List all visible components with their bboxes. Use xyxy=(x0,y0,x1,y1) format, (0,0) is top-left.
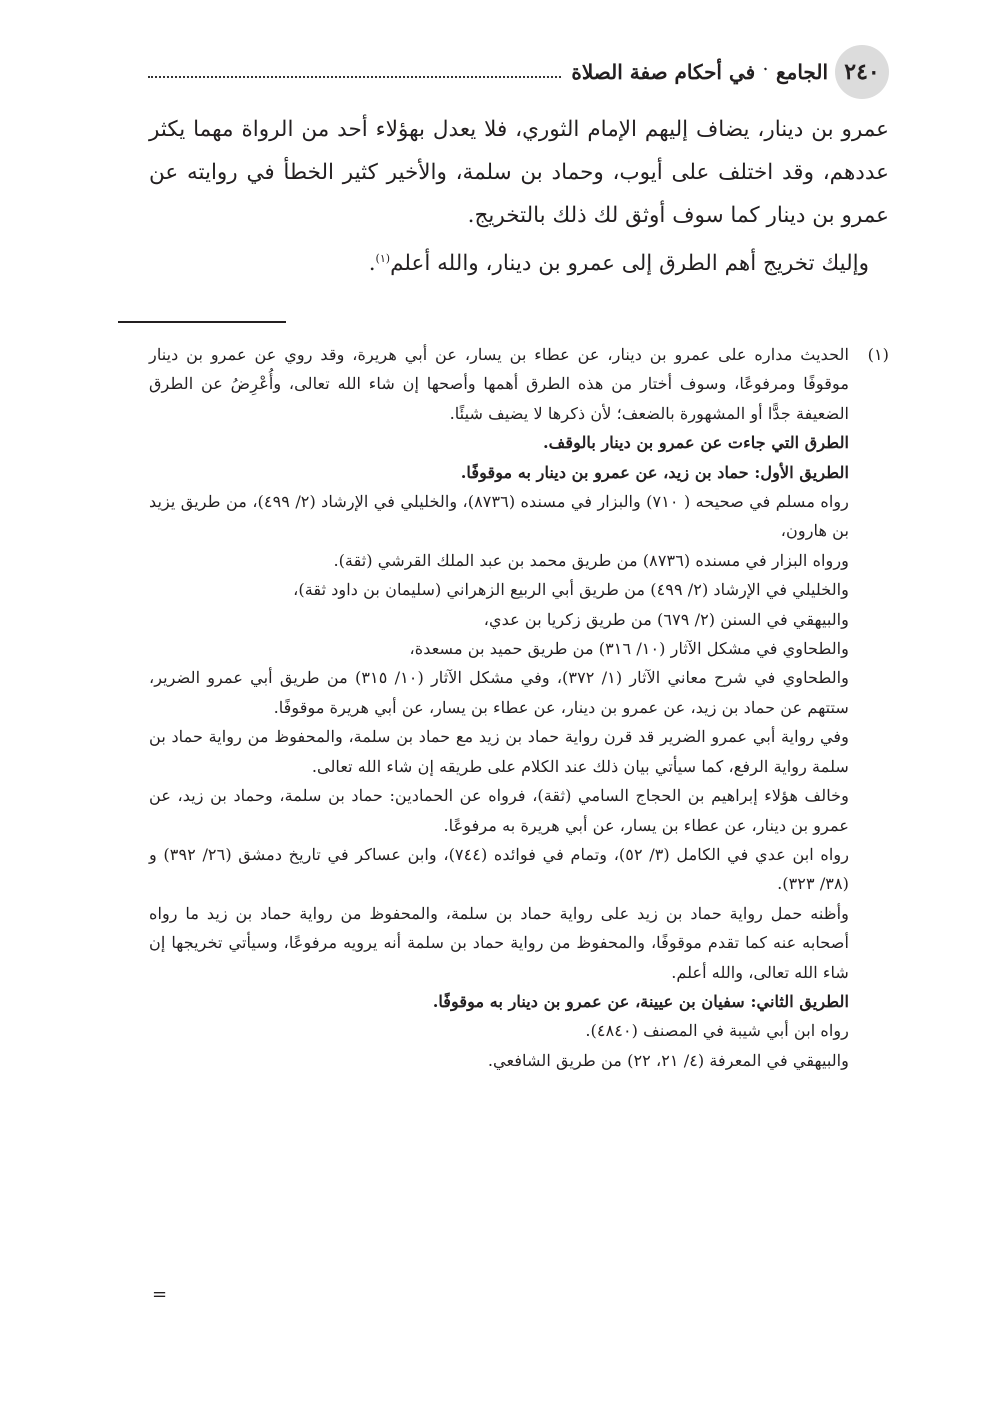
footnote-line: وخالف هؤلاء إبراهيم بن الحجاج السامي (ثقة)، فرواه عن الحمادين: حماد بن سلمة، وحماد بن زيد، عن عمرو بن دينار، عن عطاء بن يسار، عن أبي هريرة به مرفوعًا. xyxy=(149,786,849,835)
footnote-heading: الطرق التي جاءت عن عمرو بن دينار بالوقف. xyxy=(542,433,849,453)
main-text xyxy=(149,108,889,285)
footnote-line: والخليلي في الإرشاد (٢/ ٤٩٩) من طريق أبي الربيع الزهراني (سليمان بن داود ثقة)، xyxy=(293,580,849,600)
footnote-text: الحديث مداره على عمرو بن دينار، عن عطاء بن يسار، عن أبي هريرة، وقد روي عن عمرو بن دينار موقوفًا ومرفوعًا، وسوف أختار من هذه الطرق أهمها وأصحها إن شاء الله تعالى، وأُعْرِضُ عن الطرق الضعيفة جدًّا أو المشهورة بالضعف؛ لأن ذكرها لا يضيف شيئًا. xyxy=(149,345,849,423)
footnote-line xyxy=(149,340,889,428)
footnotes xyxy=(149,340,889,1075)
body-end: . xyxy=(368,251,376,277)
page-number: ٢٤٠ xyxy=(835,45,889,99)
footnote-heading: الطريق الثاني: سفيان بن عيينة، عن عمرو بن دينار به موقوفًا. xyxy=(432,991,849,1011)
continuation-mark: = xyxy=(152,1284,168,1305)
header-title: الجامع ﮲ في أحكام صفة الصلاة xyxy=(571,60,828,84)
footnote-line: وفي رواية أبي عمرو الضرير قد قرن رواية حماد بن زيد مع حماد بن سلمة، والمحفوظ من رواية حماد بن سلمة رواية الرفع، كما سيأتي بيان ذلك عند الكلام على طريقه إن شاء الله تعالى. xyxy=(149,727,849,776)
footnote-line: والطحاوي في شرح معاني الآثار (١/ ٣٧٢)، وفي مشكل الآثار (١٠/ ٣١٥) من طريق أبي عمرو الضرير، ستتهم عن حماد بن زيد، عن عمرو بن دينار، عن عطاء بن يسار، عن أبي هريرة موقوفًا. xyxy=(149,668,849,717)
body-text: وإليك تخريج أهم الطرق إلى عمرو بن دينار، والله أعلم xyxy=(390,251,869,277)
footnote-line: رواه ابن أبي شيبة في المصنف (٤٨٤٠). xyxy=(585,1021,849,1041)
footnote-line: والطحاوي في مشكل الآثار (١٠/ ٣١٦) من طريق حميد بن مسعدة، xyxy=(409,639,849,659)
footnote-line: وأظنه حمل رواية حماد بن زيد على رواية حماد بن سلمة، والمحفوظ من رواية حماد بن زيد ما رواه أصحابه عنه كما تقدم موقوفًا، والمحفوظ من رواية حماد بن سلمة أنه يرويه مرفوعًا، وسيأتي تخريجها إن شاء الله تعالى، والله أعلم. xyxy=(149,903,849,982)
footnote-heading: الطريق الأول: حماد بن زيد، عن عمرو بن دينار به موقوفًا. xyxy=(460,462,849,482)
body-paragraph: عمرو بن دينار، يضاف إليهم الإمام الثوري، فلا يعدل بهؤلاء أحد من الرواة مهما يكثر عددهم، وقد اختلف على أيوب، وحماد بن سلمة، والأخير كثير الخطأ في روايته عن عمرو بن دينار كما سوف أوثق لك ذلك بالتخريج. xyxy=(149,117,889,228)
footnote-line: والبيهقي في المعرفة (٤/ ٢١، ٢٢) من طريق الشافعي. xyxy=(487,1050,849,1070)
footnote-reference: (١) xyxy=(375,252,391,265)
body-paragraph xyxy=(149,237,889,285)
footnote-line: والبيهقي في السنن (٢/ ٦٧٩) من طريق زكريا بن عدي، xyxy=(483,609,849,629)
footnote-line: رواه مسلم في صحيحه ( ٧١٠) والبزار في مسنده (٨٧٣٦)، والخليلي في الإرشاد (٢/ ٤٩٩)، من طريق يزيد بن هارون، xyxy=(149,492,849,541)
header-dotted-leader xyxy=(148,76,561,78)
footnote-separator xyxy=(118,321,286,323)
footnote-label: (١) xyxy=(867,345,889,364)
running-header xyxy=(148,55,828,89)
footnote-line: ورواه البزار في مسنده (٨٧٣٦) من طريق محمد بن عبد الملك القرشي (ثقة). xyxy=(333,550,849,570)
footnote-line: رواه ابن عدي في الكامل (٣/ ٥٢)، وتمام في فوائده (٧٤٤)، وابن عساكر في تاريخ دمشق (٢٦/ ٣٩٢) و (٣٨/ ٣٢٣). xyxy=(149,844,850,894)
